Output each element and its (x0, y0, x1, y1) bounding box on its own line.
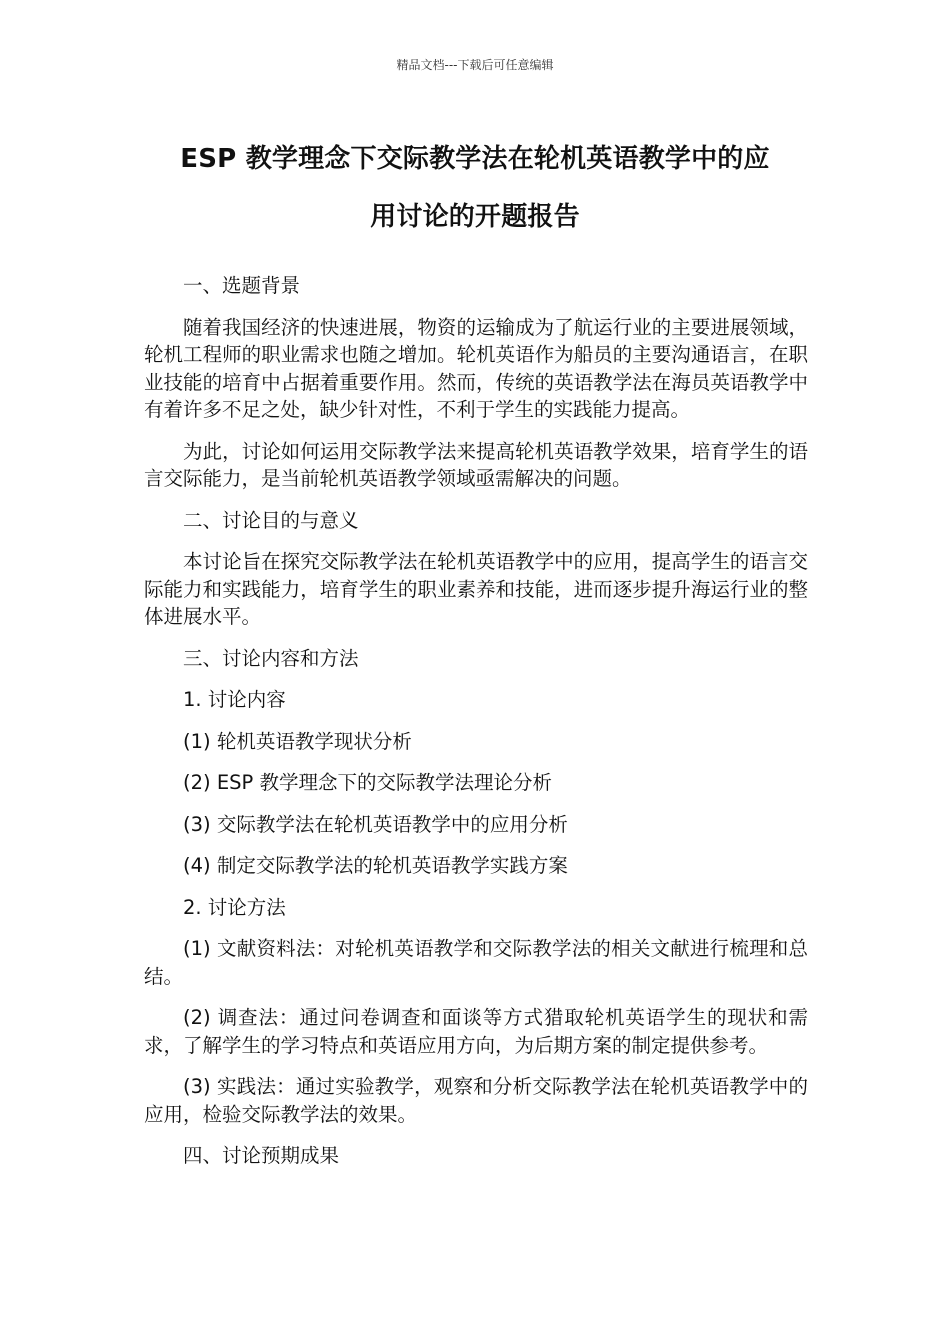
document-body (144, 272, 808, 1184)
document-title (140, 130, 810, 246)
list-item-content-3: (3) 交际教学法在轮机英语教学中的应用分析 (183, 812, 568, 836)
section-heading-background: 一、选题背景 (183, 274, 301, 297)
section-heading-goals: 二、讨论目的与意义 (183, 508, 359, 532)
list-item-method-1: (1) 文献资料法：对轮机英语教学和交际教学法的相关文献进行梳理和总结。 (144, 937, 808, 988)
paragraph-purpose-statement: 为此，讨论如何运用交际教学法来提高轮机英语教学效果，培育学生的语言交际能力，是当前轮机英语教学领域亟需解决的问题。 (144, 439, 808, 490)
list-item-content-4: (4) 制定交际教学法的轮机英语教学实践方案 (183, 854, 568, 877)
title-line-1: ESP 教学理念下交际教学法在轮机英语教学中的应 (180, 144, 770, 174)
list-item-method-3: (3) 实践法：通过实验教学，观察和分析交际教学法在轮机英语教学中的应用，检验交际教学法的效果。 (144, 1075, 808, 1126)
list-item-content-1: (1) 轮机英语教学现状分析 (183, 729, 412, 753)
section-heading-content-methods: 三、讨论内容和方法 (183, 646, 359, 670)
list-item-content-2: (2) ESP 教学理念下的交际教学法理论分析 (183, 771, 552, 794)
title-line-2: 用讨论的开题报告 (370, 202, 580, 232)
section-heading-expected-results: 四、讨论预期成果 (183, 1144, 340, 1167)
subheading-methods: 2. 讨论方法 (183, 895, 286, 919)
list-item-method-2: (2) 调查法：通过问卷调查和面谈等方式猎取轮机英语学生的现状和需求，了解学生的学习特点和英语应用方向，为后期方案的制定提供参考。 (144, 1006, 808, 1057)
page-header-note: 精品文档---下载后可任意编辑 (396, 58, 554, 72)
paragraph-goals: 本讨论旨在探究交际教学法在轮机英语教学中的应用，提高学生的语言交际能力和实践能力，培育学生的职业素养和技能，进而逐步提升海运行业的整体进展水平。 (144, 550, 808, 628)
paragraph-background: 随着我国经济的快速进展，物资的运输成为了航运行业的主要进展领域，轮机工程师的职业需求也随之增加。轮机英语作为船员的主要沟通语言，在职业技能的培育中占据着重要作用。然而，传统的英语教学法在海员英语教学中有着许多不足之处，缺少针对性，不利于学生的实践能力提高。 (144, 315, 808, 421)
subheading-content: 1. 讨论内容 (183, 688, 286, 711)
